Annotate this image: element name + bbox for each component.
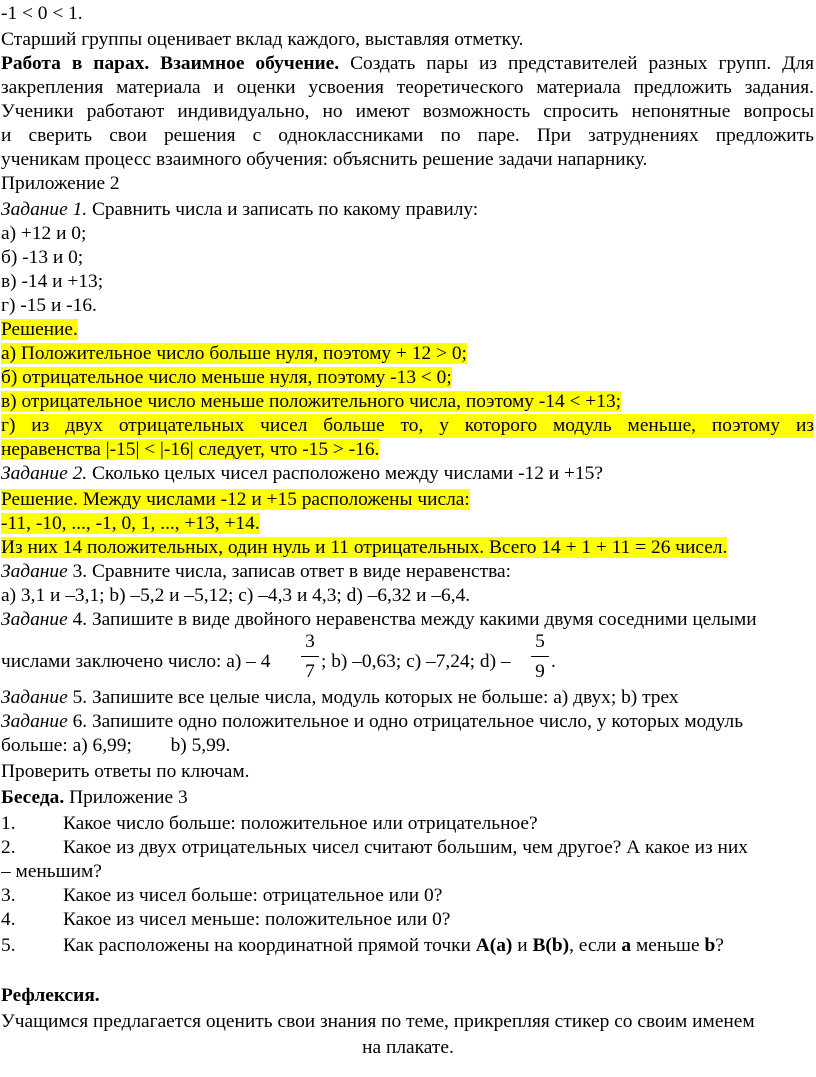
question-item-continued: – меньшим? <box>1 861 102 882</box>
fraction-3-7: 3 7 <box>300 630 320 684</box>
task-4-lead: числами заключено число: а) – 4 <box>1 651 271 672</box>
pairs-paragraph-line-3: Ученики работают индивидуально, но имеют возможность спросить непонятные вопросы <box>1 101 814 122</box>
question-item: 2. Какое из двух отрицательных чисел считают большим, чем другое? А какое из них <box>1 837 748 858</box>
appendix-2-heading: Приложение 2 <box>1 173 120 194</box>
question-item: 1. Какое число больше: положительное или отрицательное? <box>1 813 538 834</box>
task-3-heading: Задание 3. Сравните числа, записав ответ в виде неравенства: <box>1 561 512 582</box>
pairs-paragraph-line-4: и сверить свои решения с одноклассниками по паре. При затруднениях предложить <box>1 125 814 146</box>
fraction-5-9: 5 9 <box>530 630 550 684</box>
check-answers-note: Проверить ответы по ключам. <box>1 761 250 782</box>
pairs-paragraph-line-2: закрепления материала и оценки усвоения теоретического материала предложить задания. <box>1 77 814 98</box>
task-2-solution-line: Решение. Между числами -12 и +15 расположены числа: <box>1 489 470 510</box>
fraction-bar <box>531 656 549 657</box>
task-1-item: г) -15 и -16. <box>1 295 97 316</box>
task-1-item: в) -14 и +13; <box>1 271 104 292</box>
task-4-mid: ; b) –0,63; с) –7,24; d) – <box>321 651 511 672</box>
solution-1-line: неравенства |-15| < |-16| следует, что -15 > -16. <box>1 439 380 460</box>
task-4-end: . <box>551 651 556 672</box>
question-item: 3. Какое из чисел больше: отрицательное или 0? <box>1 885 443 906</box>
inequality-line: -1 < 0 < 1. <box>1 3 83 24</box>
question-item: 4. Какое из чисел меньше: положительное или 0? <box>1 909 451 930</box>
solution-1-line: а) Положительное число больше нуля, поэтому + 12 > 0; <box>1 343 467 364</box>
pairs-paragraph-line-5: ученикам процесс взаимного обучения: объяснить решение задачи напарнику. <box>1 149 648 170</box>
task-5-heading: Задание 5. Запишите все целые числа, модуль которых не больше: а) двух; b) трех <box>1 687 679 708</box>
task-2-solution-line: Из них 14 положительных, один нуль и 11 отрицательных. Всего 14 + 1 + 11 = 26 чисел. <box>1 537 728 558</box>
talk-heading: Беседа. Приложение 3 <box>1 787 188 808</box>
task-1-item: а) +12 и 0; <box>1 223 87 244</box>
solution-1-line: в) отрицательное число меньше положительного числа, поэтому -14 < +13; <box>1 391 622 412</box>
reflection-line-1: Учащимся предлагается оценить свои знания по теме, прикрепляя стикер со своим именем <box>1 1011 755 1032</box>
task-6-heading: Задание 6. Запишите одно положительное и одно отрицательное число, у которых модуль <box>1 711 744 732</box>
task-6-line-2: больше: а) 6,99; b) 5,99. <box>1 735 231 756</box>
fraction-bar <box>301 656 319 657</box>
task-1-item: б) -13 и 0; <box>1 247 84 268</box>
question-item: 5. Как расположены на координатной прямой точки А(а) и В(b), если а меньше b? <box>1 935 724 956</box>
task-2-heading: Задание 2. Сколько целых чисел расположено между числами -12 и +15? <box>1 463 603 484</box>
task-2-solution-line: -11, -10, ..., -1, 0, 1, ..., +13, +14. <box>1 513 260 534</box>
solution-1-line: б) отрицательное число меньше нуля, поэтому -13 < 0; <box>1 367 452 388</box>
solution-1-heading: Решение. <box>1 319 78 340</box>
reflection-heading: Рефлексия. <box>1 985 100 1006</box>
senior-note: Старший группы оценивает вклад каждого, выставляя отметку. <box>1 29 524 50</box>
pairs-paragraph-line-1: Работа в парах. Взаимное обучение. Создать пары из представителей разных групп. Для <box>1 53 814 74</box>
task-4-heading: Задание 4. Запишите в виде двойного неравенства между какими двумя соседними целыми <box>1 609 757 630</box>
solution-1-line: г) из двух отрицательных чисел больше то, у которого модуль меньше, поэтому из <box>1 415 814 436</box>
pairs-title: Работа в парах. Взаимное обучение. <box>1 53 340 74</box>
reflection-line-2: на плакате. <box>362 1037 454 1058</box>
task-3-items: а) 3,1 и –3,1; b) –5,2 и –5,12; c) –4,3 и 4,3; d) –6,32 и –6,4. <box>1 585 471 606</box>
task-1-heading: Задание 1. Сравнить числа и записать по какому правилу: <box>1 199 479 220</box>
